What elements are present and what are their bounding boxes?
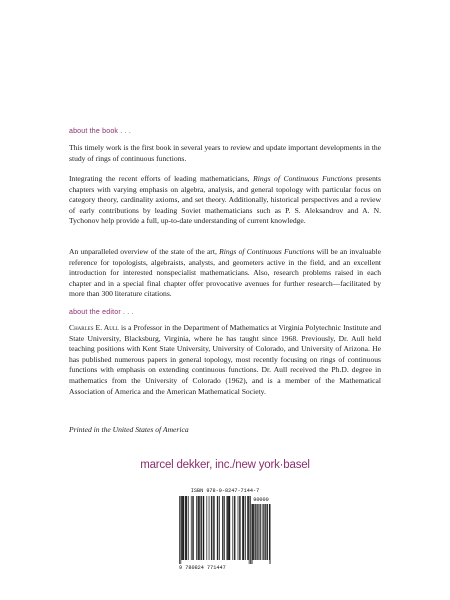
about-book-paragraph-1: This timely work is the first book in several years to review and update important developments in the study of rings of continuous functions.: [69, 143, 381, 163]
supplement-barcode: [251, 504, 271, 564]
barcode-bar: [198, 496, 199, 560]
barcode-bar: [209, 496, 210, 560]
about-editor-heading: about the editor . . .: [69, 309, 134, 316]
barcode-bar: [247, 496, 248, 560]
barcode-bar: [201, 496, 202, 560]
barcode-bar: [227, 496, 228, 560]
barcode-bar: [193, 496, 194, 560]
barcode-bar: [223, 496, 224, 560]
isbn-barcode: [179, 488, 271, 574]
barcode-bar: [217, 496, 218, 560]
barcode-bar: [185, 496, 186, 560]
barcode-bar: [242, 496, 243, 560]
ean-text: 9 780824 771447: [179, 565, 226, 571]
isbn-text: ISBN 978-0-8247-7144-7: [190, 488, 260, 494]
barcode-bar: [238, 496, 239, 560]
about-editor-paragraph: [69, 323, 381, 397]
barcode-bar: [203, 496, 204, 560]
barcode-bar: [180, 496, 181, 564]
p2-book-title: Rings of Continuous Functions: [253, 174, 353, 183]
barcode-bar: [186, 496, 187, 560]
barcode-bar: [243, 496, 244, 560]
barcode-bar: [229, 496, 230, 560]
p2-text-b: presents chapters with varying emphasis on algebra, analysis, and general topology with particular focus on category theory, cardinality axioms, and set theory. Additionally, historical perspectives and a review of early contributions by leading Soviet mathematicians such as P. S. Aleksandrov and A. N. Tychonov help provide a full, up-to-date understanding of current knowledge.: [69, 174, 381, 226]
editor-name: Charles E. Aull: [69, 323, 119, 332]
p3-text-b: will be an invaluable reference for topologists, algebraists, analysts, and geometers active in the field, and an excellent introduction for interested nonspecialist mathematicians. Also, research problems raised in each chapter and in a special final chapter offer provocative avenues for further research—facilitated by more than 300 literature citations.: [69, 247, 381, 299]
barcode-bar: [228, 496, 229, 560]
barcode-bar: [192, 496, 193, 560]
barcode-bar: [218, 496, 219, 560]
ean13-barcode: [179, 496, 251, 564]
about-book-heading: about the book . . .: [69, 128, 131, 135]
barcode-bar: [234, 496, 235, 560]
barcode-bar: [191, 496, 192, 560]
barcode-bar: [244, 496, 245, 560]
barcode-bar: [222, 496, 223, 560]
barcode-bar: [182, 496, 183, 560]
barcode-bar: [239, 496, 240, 560]
barcode-bar: [179, 496, 180, 564]
barcode-bar: [248, 496, 249, 560]
barcode-bar: [232, 496, 233, 560]
barcode-bar: [214, 496, 215, 560]
barcode-bar: [219, 496, 220, 560]
barcode-bar: [198, 496, 199, 560]
barcode-bar: [212, 496, 213, 560]
p3-text-a: An unparalleled overview of the state of the art,: [69, 247, 220, 256]
p2-text-a: Integrating the recent efforts of leading mathematicians,: [69, 174, 254, 183]
about-book-paragraph-2: [69, 174, 381, 227]
barcode-bar: [181, 496, 182, 560]
barcode-bar: [227, 496, 228, 560]
barcode-bar: [206, 496, 207, 560]
barcode-bar: [224, 496, 225, 560]
barcode-bar: [249, 496, 250, 564]
barcode-bar: [229, 496, 230, 560]
barcode-bar: [188, 496, 189, 560]
supplement-text: 90000: [253, 497, 269, 503]
barcode-bar: [199, 496, 200, 560]
barcode-bar: [211, 496, 212, 560]
barcode-bar: [213, 496, 214, 560]
about-book-paragraph-3: [69, 247, 381, 300]
barcode-bar: [196, 496, 197, 560]
barcode-bar: [203, 496, 204, 560]
printed-in-usa: Printed in the United States of America: [69, 425, 189, 434]
barcode-bar: [186, 496, 187, 560]
editor-bio: is a Professor in the Department of Mathematics at Virginia Polytechnic Institute and State University, Blacksburg, Virginia, where he has taught since 1968. Previously, Dr. Aull held teaching positions with Kent State University, University of Colorado, and University of Arizona. He has published numerous papers in general topology, most recently focusing on rings of continuous functions with emphasis on extending continuous functions. Dr. Aull received the Ph.D. degree in mathematics from the University of Colorado (1962), and is a member of the Mathematical Association of America and the American Mathematical Society.: [69, 323, 381, 396]
barcode-bar: [245, 496, 246, 560]
barcode-bar: [201, 496, 202, 560]
p3-book-title: Rings of Continuous Functions: [219, 247, 315, 256]
barcode-bar: [183, 496, 184, 560]
barcode-bar: [183, 496, 184, 560]
barcode-bar: [240, 496, 241, 560]
publisher-imprint: marcel dekker, inc./new york·basel: [140, 459, 310, 471]
barcode-bar: [235, 496, 236, 560]
